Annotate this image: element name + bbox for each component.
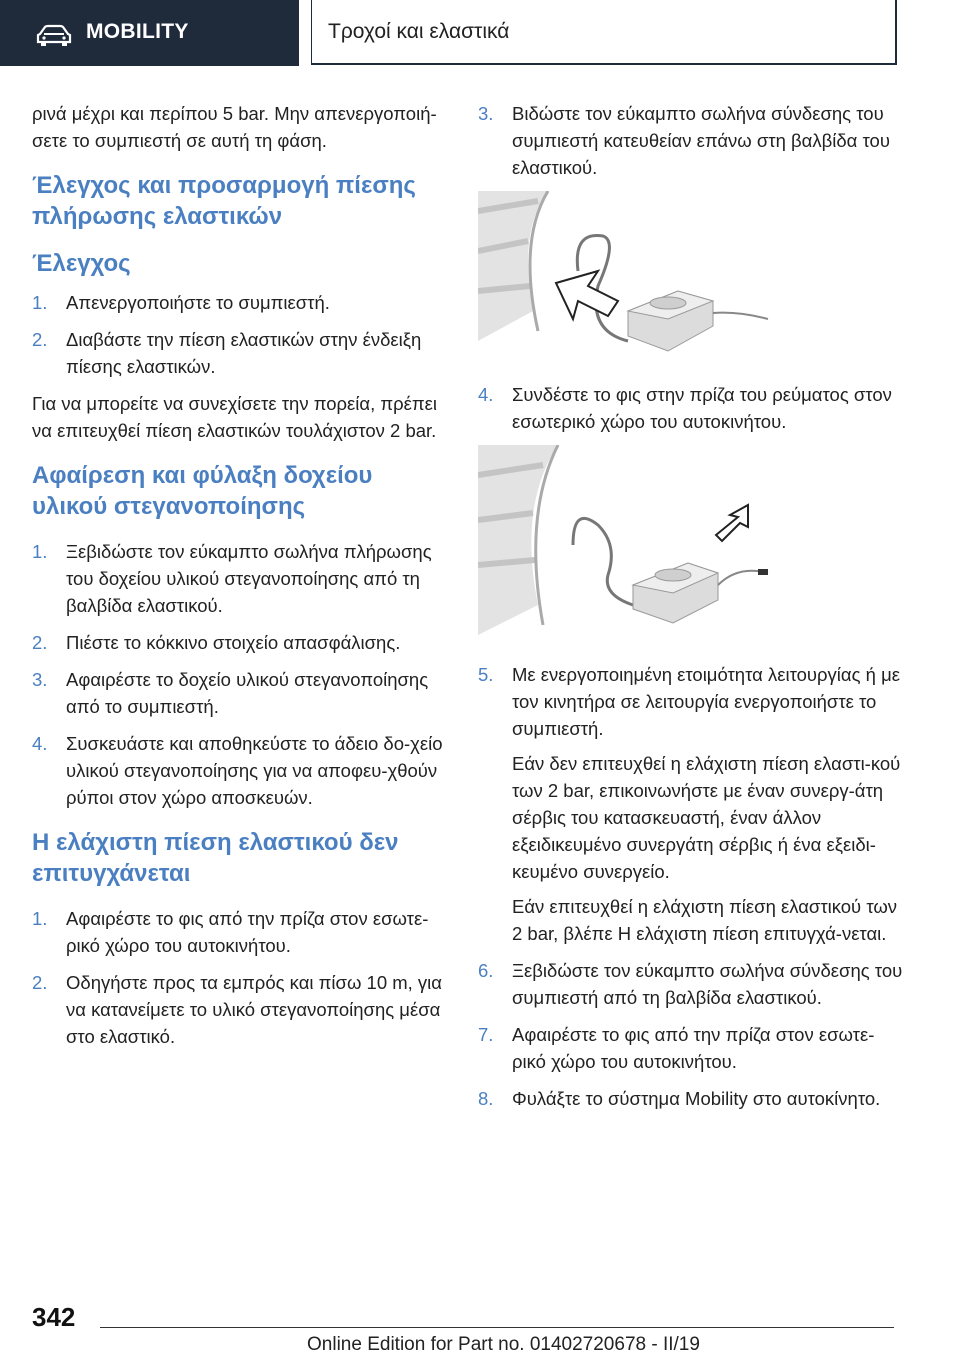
step-number: 2. xyxy=(32,329,48,350)
step-number: 4. xyxy=(32,733,48,754)
heading-check-adjust: Έλεγχος και προσαρμογή πίεσης πλήρωσης ελαστικών xyxy=(32,172,416,230)
page-header xyxy=(0,0,960,66)
step-text: Συνδέστε το φις στην πρίζα του ρεύματος στον εσωτερικό χώρο του αυτοκινήτου. xyxy=(512,384,892,432)
step-number: 1. xyxy=(32,541,48,562)
right-column xyxy=(478,100,908,1122)
list-item xyxy=(32,969,452,1050)
list-item xyxy=(32,730,452,811)
step-text: Αφαιρέστε το φις από την πρίζα στον εσωτε-ρικό χώρο του αυτοκινήτου. xyxy=(66,908,429,956)
step-number: 3. xyxy=(478,103,494,124)
list-item xyxy=(32,326,452,380)
step-number: 1. xyxy=(32,292,48,313)
step-text: Ξεβιδώστε τον εύκαμπτο σωλήνα πλήρωσης του δοχείου υλικού στεγανοποίησης από τη βαλβίδα ελαστικού. xyxy=(66,541,432,616)
step-number: 3. xyxy=(32,669,48,690)
step-text: Συσκευάστε και αποθηκεύστε το άδειο δο-χείο υλικού στεγανοποίησης για να αποφευ-χθούν ρύποι στον χώρο αποσκευών. xyxy=(66,733,443,808)
step-number: 7. xyxy=(478,1024,494,1045)
chapter-title-box xyxy=(311,0,897,65)
list-item xyxy=(478,957,908,1011)
step-text: Αφαιρέστε το φις από την πρίζα στον εσωτε-ρικό χώρο του αυτοκινήτου. xyxy=(512,1024,875,1072)
step-subparagraph: Εάν δεν επιτευχθεί η ελάχιστη πίεση ελαστι-κού των 2 bar, επικοινωνήστε με έναν συνεργ-άτη σέρβις του κατασκευαστή, έναν άλλον εξειδικευμένο συνεργάτη σέρβις ή ένα εξειδι-κευμένο συνεργείο. xyxy=(512,753,901,882)
list-item xyxy=(32,289,452,316)
step-number: 4. xyxy=(478,384,494,405)
heading-min-pressure: Η ελάχιστη πίεση ελαστικού δεν επιτυγχάνεται xyxy=(32,829,399,887)
list-item xyxy=(478,100,908,181)
step-text: Αφαιρέστε το δοχείο υλικού στεγανοποίησης από το συμπιεστή. xyxy=(66,669,429,717)
step-number: 6. xyxy=(478,960,494,981)
step-number: 8. xyxy=(478,1088,494,1109)
step-number: 2. xyxy=(32,972,48,993)
illustration-compressor-plug xyxy=(478,445,770,641)
section-label: MOBILITY xyxy=(86,20,189,43)
check-note: Για να μπορείτε να συνεχίσετε την πορεία, πρέπει να επιτευχθεί πίεση ελαστικών τουλάχιστον 2 bar. xyxy=(32,393,438,441)
list-item xyxy=(478,1021,908,1075)
figure-hose-to-valve xyxy=(478,191,770,361)
step-text: Με ενεργοποιημένη ετοιμότητα λειτουργίας ή με τον κινητήρα σε λειτουργία ενεργοποιήστε το συμπιεστή. xyxy=(512,664,901,739)
list-item xyxy=(32,629,452,656)
page-number: 342 xyxy=(32,1302,76,1332)
step-subparagraph: Εάν επιτευχθεί η ελάχιστη πίεση ελαστικού των 2 bar, βλέπε Η ελάχιστη πίεση επιτυγχά-νεται. xyxy=(512,896,898,944)
edition-note: Online Edition for Part no. 01402720678 - II/19 xyxy=(307,1334,700,1355)
left-column xyxy=(32,100,452,1060)
list-item xyxy=(478,1085,908,1112)
list-item xyxy=(32,666,452,720)
step-text: Διαβάστε την πίεση ελαστικών στην ένδειξη πίεσης ελαστικών. xyxy=(66,329,422,377)
illustration-compressor-valve xyxy=(478,191,770,361)
step-number: 5. xyxy=(478,664,494,685)
list-item xyxy=(32,538,452,619)
footer-divider xyxy=(100,1327,894,1328)
heading-remove-container: Αφαίρεση και φύλαξη δοχείου υλικού στεγανοποίησης xyxy=(32,462,373,520)
list-item xyxy=(32,905,452,959)
chapter-title: Τροχοί και ελαστικά xyxy=(328,20,510,43)
step-number: 1. xyxy=(32,908,48,929)
list-item xyxy=(478,661,908,947)
section-tab xyxy=(0,0,299,66)
intro-paragraph: ρινά μέχρι και περίπου 5 bar. Μην απενεργοποιή-σετε το συμπιεστή σε αυτή τη φάση. xyxy=(32,103,437,151)
step-number: 2. xyxy=(32,632,48,653)
list-item xyxy=(478,381,908,435)
step-text: Φυλάξτε το σύστημα Mobility στο αυτοκίνητο. xyxy=(512,1088,881,1109)
step-text: Ξεβιδώστε τον εύκαμπτο σωλήνα σύνδεσης του συμπιεστή από τη βαλβίδα ελαστικού. xyxy=(512,960,903,1008)
step-text: Βιδώστε τον εύκαμπτο σωλήνα σύνδεσης του συμπιεστή κατευθείαν επάνω στη βαλβίδα του ελαστικού. xyxy=(512,103,890,178)
heading-check: Έλεγχος xyxy=(32,250,131,277)
step-text: Οδηγήστε προς τα εμπρός και πίσω 10 m, για να κατανείμετε το υλικό στεγανοποίησης μέσα στο ελαστικό. xyxy=(66,972,442,1047)
step-text: Απενεργοποιήστε το συμπιεστή. xyxy=(66,292,330,313)
step-text: Πιέστε το κόκκινο στοιχείο απασφάλισης. xyxy=(66,632,401,653)
car-icon xyxy=(36,24,72,46)
figure-plug-socket xyxy=(478,445,770,641)
